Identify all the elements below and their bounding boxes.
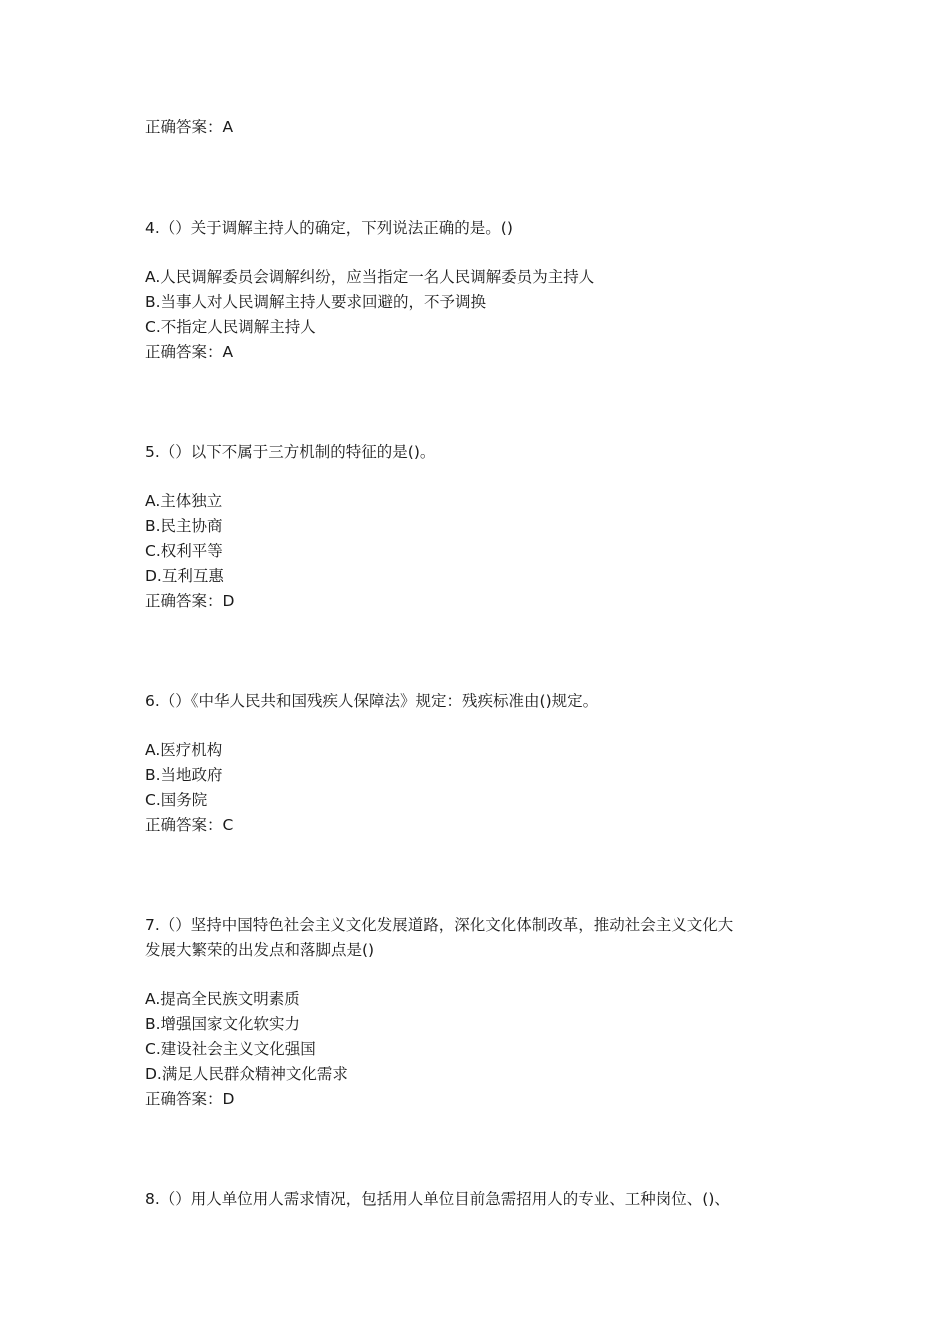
q4-answer: 正确答案：A bbox=[145, 343, 234, 361]
q7-question-line1: 7.（）坚持中国特色社会主义文化发展道路，深化文化体制改革，推动社会主义文化大 bbox=[145, 916, 734, 934]
q4-option-c: C.不指定人民调解主持人 bbox=[145, 318, 316, 336]
q7-answer: 正确答案：D bbox=[145, 1090, 235, 1108]
q7-option-a: A.提高全民族文明素质 bbox=[145, 990, 300, 1008]
q6-option-b: B.当地政府 bbox=[145, 766, 223, 784]
q4-question: 4.（）关于调解主持人的确定，下列说法正确的是。() bbox=[145, 219, 513, 237]
q7-option-d: D.满足人民群众精神文化需求 bbox=[145, 1065, 348, 1083]
q5-option-a: A.主体独立 bbox=[145, 492, 223, 510]
q7-option-b: B.增强国家文化软实力 bbox=[145, 1015, 301, 1033]
q7-option-c: C.建设社会主义文化强国 bbox=[145, 1040, 316, 1058]
q5-option-d: D.互利互惠 bbox=[145, 567, 224, 585]
q7-question-line2: 发展大繁荣的出发点和落脚点是() bbox=[145, 941, 375, 959]
q5-option-b: B.民主协商 bbox=[145, 517, 223, 535]
q3-answer: 正确答案：A bbox=[145, 118, 234, 136]
q6-option-a: A.医疗机构 bbox=[145, 741, 223, 759]
q5-question: 5.（）以下不属于三方机制的特征的是()。 bbox=[145, 443, 436, 461]
q6-question: 6.（）《中华人民共和国残疾人保障法》规定：残疾标准由()规定。 bbox=[145, 692, 599, 710]
q8-question: 8.（）用人单位用人需求情况，包括用人单位目前急需招用人的专业、工种岗位、()、 bbox=[145, 1190, 730, 1208]
q5-option-c: C.权利平等 bbox=[145, 542, 223, 560]
q4-option-a: A.人民调解委员会调解纠纷，应当指定一名人民调解委员为主持人 bbox=[145, 268, 595, 286]
q5-answer: 正确答案：D bbox=[145, 592, 235, 610]
q4-option-b: B.当事人对人民调解主持人要求回避的，不予调换 bbox=[145, 293, 487, 311]
q6-option-c: C.国务院 bbox=[145, 791, 208, 809]
q6-answer: 正确答案：C bbox=[145, 816, 234, 834]
